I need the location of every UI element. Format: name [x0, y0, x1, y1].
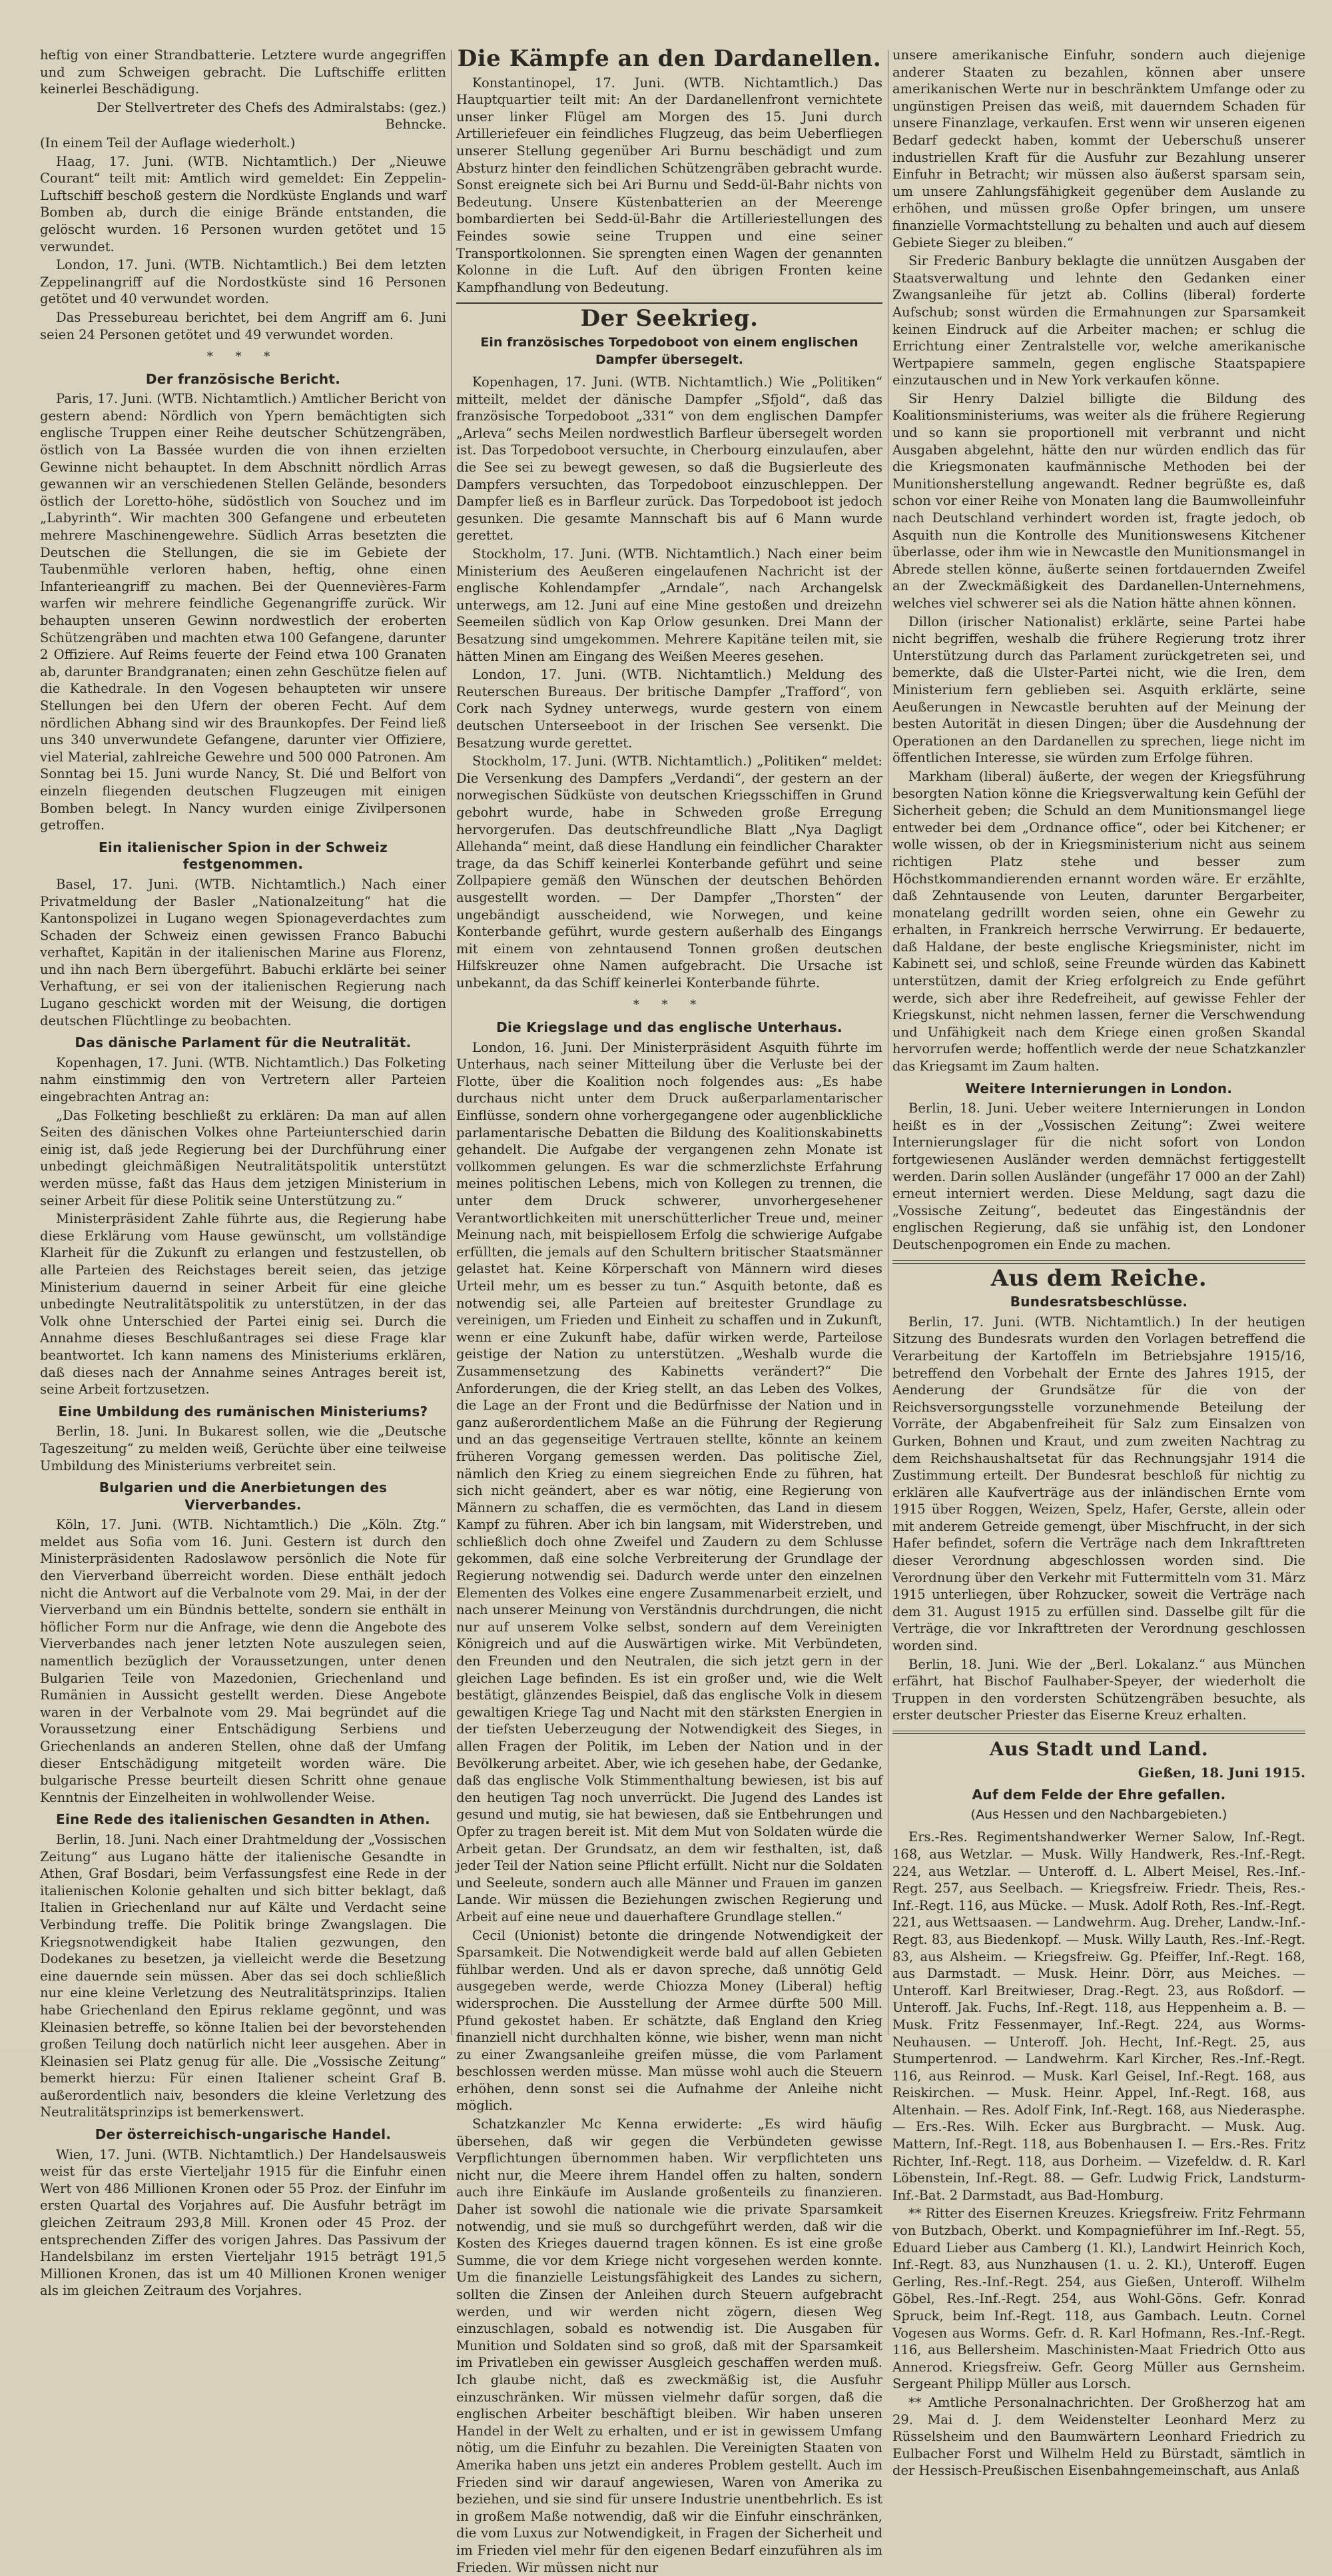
article-text: Paris, 17. Juni. (WTB. Nichtamtlich.) Amtlicher Bericht von gestern abend: Nördlich von Ypern bemächtigten sich englische Truppen einer Reihe deutscher Schützengräben, östlich von La Bassée wurden die von ihnen erzielten Gewinne nicht behauptet. In dem Abschnitt nördlich Arras gewannen wir an verschiedenen Stellen Gelände, besonders östlich der Loretto-höhe, südöstlich von Souchez und im „Labyrinth“. Wir machten 300 Gefangene und erbeuteten mehrere Maschinengewehre. Südlich Arras besetzten die Deutschen die Stellungen, die sie im Gebiete der Taubenmühle verloren haben, heftig, ohne einen Infanterieangriff zu machen. Bei der Quennevières-Farm warfen wir mehrere feindliche Gegenangriffe zurück. Wir behaupten unseren Gewinn nordwestlich der eroberten Schützengräben und machten etwa 100 Gefangene, darunter 2 Offiziere. Auf Reims feuerte der Feind etwa 100 Granaten ab, darunter Brandgranaten; einen zehn Geschütze fielen auf die Kathedrale. In den Vogesen behaupteten wir unsere Stellungen bei den Ufern der oberen Fecht. Auf dem nördlichen Abhang sind wir des Braunkopfes. Der Feind ließ uns 340 unverwundete Gefangene, darunter vier Offiziere, viel Material, zahlreiche Gewehre und 500 000 Patronen. Am Sonntag bei 15. Juni wurde Nancy, St. Dié und Belfort von einzeln fliegenden deutschen Flugzeugen mit einigen Bomben belegt. In Nancy wurden einige Zivilpersonen getroffen.: [40, 391, 446, 833]
article-text: heftig von einer Strandbatterie. Letztere wurde angegriffen und zum Schweigen gebracht. Die Luftschiffe erlitten keinerlei Beschädigung.: [40, 47, 446, 97]
section-heading: Ein italienischer Spion in der Schweiz festgenommen.: [98, 839, 388, 873]
article-text: Berlin, 17. Juni. (WTB. Nichtamtlich.) In der heutigen Sitzung des Bundesrats wurden den Vorlagen betreffend die Verarbeitung der Kartoffeln im Betriebsjahre 1915/16, betreffend den Vorbehalt der Ernte des Jahres 1915, der Aenderung der Grundsätze für die von der Reichsversorgungsstelle vorzunehmende Beteilung der Vorräte, der Abgabenfreiheit für Salz zum Einsalzen von Gurken, Bohnen und Kraut, und zum zweiten Nachtrag zu dem Reichshaushaltsetat für das Rechnungsjahr 1914 die Zustimmung erteilt. Der Bundesrat beschloß für nichtig zu erklären alle Kaufverträge aus der inländischen Ernte vom 1915 über Roggen, Weizen, Spelz, Hafer, Gerste, allein oder mit anderem Getreide gemengt, über Mischfrucht, in der sich Hafer befindet, sofern die Verträge nach dem Inkrafttreten dieser Verordnung abgeschlossen worden sind. Die Verordnung über den Verkehr mit Futtermitteln vom 31. März 1915 unterliegen, über Rohzucker, soweit die Verträge nach dem 31. August 1915 zu erfüllen sind. Dasselbe gilt für die Verträge, die vor Inkrafttreten der Verordnung geschlossen worden sind.: [892, 1314, 1305, 1654]
article-text: Ministerpräsident Zahle führte aus, die Regierung habe diese Erklärung vom Hause gewünscht, um vollständige Klarheit für die Zukunft zu erlangen und festzustellen, ob alle Parteien des Reichstages bereit seien, das jetzige Ministerium dauernd in seiner Arbeit für eine gleiche unbedingte Neutralitätspolitik zu unterstützen, in der das Volk ohne Unterschied der Partei einig sei. Durch die Annahme dieses Beschlußantrages sei diese Frage klar beantwortet. Ich kann namens des Ministeriums erklären, daß dieses nach der Annahme seines Antrages bereit ist, seine Arbeit fortzusetzen.: [40, 1211, 446, 1398]
section-heading: Auf dem Felde der Ehre gefallen.: [972, 1787, 1226, 1803]
article-text: Das Pressebureau berichtet, bei dem Angriff am 6. Juni seien 24 Personen getötet und 49 verwundet worden.: [40, 309, 446, 342]
article-text: Cecil (Unionist) betonte die dringende Notwendigkeit der Sparsamkeit. Die Notwendigkeit werde bald auf allen Gebieten fühlbar werden. Und als er davon spreche, daß unnötig Geld ausgegeben werde, werde Chiozza Money (Liberal) heftig widersprochen. Die Ausstellung der Armee dürfte 500 Mill. Pfund gekostet haben. Er schätzte, daß England den Krieg finanziell nicht durchhalten könne, wie bisher, wenn man nicht zu einer Zwangsanleihe greifen müsse, die vom Parlament beschlossen werden müsse. Man müsse wohl auch die Steuern erhöhen, denn sonst sei die Aufnahme der Anleihe nicht möglich.: [456, 1927, 882, 2114]
article-text: London, 17. Juni. (WTB. Nichtamtlich.) Meldung des Reuterschen Bureaus. Der britische Dampfer „Trafford“, von Cork nach Sydney unterwegs, wurde gestern von einem deutschen Unterseeboot in der Irischen See versenkt. Die Besatzung wurde gerettet.: [456, 667, 882, 751]
article-text: unsere amerikanische Einfuhr, sondern auch diejenige anderer Staaten zu bezahlen, können aber unsere amerikanischen Werte nur in beschränktem Umfange oder zu ungünstigen Preisen das weiß, mit dauerndem Schaden für unsere Finanzlage, verkaufen. Erst wenn wir unseren eigenen Bedarf gedeckt haben, kommt der Ueberschuß unserer industriellen Kraft für die Ausfuhr zur Bezahlung unserer Einfuhr in Betracht; wir müssen also äußerst sparsam sein, um unsere Zahlungsfähigkeit gegenüber dem Auslande zu erhöhen, und müssen große Opfer bringen, um unsere finanzielle Vormachtstellung zu behalten und auch auf diesem Gebiete Sieger zu bleiben.“: [892, 47, 1305, 250]
article-title: Der Seekrieg.: [580, 305, 759, 332]
article-title: Aus Stadt und Land.: [989, 1738, 1209, 1760]
article-text: Berlin, 18. Juni. Wie der „Berl. Lokalanz.“ aus München erfährt, hat Bischof Faulhaber-Speyer, der wiederholt die Truppen in den vordersten Schützengräben besuchte, als erster deutscher Priester das Eiserne Kreuz erhalten.: [892, 1656, 1305, 1723]
article-text: Sir Henry Dalziel billigte die Bildung des Koalitionsministeriums, was weiter als die frühere Regierung und so kann sie proportionell mit verbrannt und nicht Ausgaben abgelehnt, hätte den nur würden endlich das für die Kriegsmonaten kaufmännische Methoden bei der Munitionsherstellung angewandt. Redner begrüßte es, daß schon vor einer Reihe von Monaten lang die Baumwolleinfuhr nach Deutschland verhindert worden ist, fragte jedoch, ob Asquith nun die Kontrolle des Munitionswesens Kitchener überlasse, oder ihm wie in Newcastle den Munitionsmangel in Abrede stellen könne, äußerte seinen fortdauernden Zweifel an der Zweckmäßigkeit des Dardanellen-Unternehmens, welches viel schwerer sei als die Nation hätte ahnen können.: [892, 390, 1305, 611]
article-text: ** Amtliche Personalnachrichten. Der Großherzog hat am 29. Mai d. J. dem Weidenstelter Leonhard Merz zu Rüsselsheim und den Baumwärtern Leonhard Friedrich zu Eulbacher Forst und Wilhelm Held zu Bürstadt, sämtlich in der Hessisch-Preußischen Eisenbahngemeinschaft, aus Anlaß: [892, 2394, 1305, 2479]
note: (In einem Teil der Auflage wiederholt.): [40, 135, 296, 151]
article-text: ** Ritter des Eisernen Kreuzes. Kriegsfreiw. Fritz Fehrmann von Butzbach, Oberkt. und Kompagnieführer im Inf.-Regt. 55, Eduard Lieber aus Camberg (1. Kl.), Landwirt Heinrich Koch, Inf.-Regt. 83, aus Nunzhausen (1. u. 2. Kl.), Unteroff. Eugen Gerling, Res.-Inf.-Regt. 254, aus Gießen, Unteroff. Wilhelm Göbel, Res.-Inf.-Regt. 254, aus Wohl-Göns. Gefr. Konrad Spruck, beim Inf.-Regt. 118, aus Gambach. Leutn. Cornel Vogesen aus Worms. Gefr. d. R. Karl Hofmann, Res.-Inf.-Regt. 116, aus Bellersheim. Maschinisten-Maat Friedrich Otto aus Annerod. Kriegsfreiw. Gefr. Georg Müller aus Gernsheim. Sergeant Philipp Müller aus Lorsch.: [892, 2206, 1305, 2392]
article-text: Konstantinopel, 17. Juni. (WTB. Nichtamtlich.) Das Hauptquartier teilt mit: An der Dardanellenfront vernichtete unser linker Flügel am Morgen des 15. Juni durch Artilleriefeuer ein feindliches Flugzeug, das beim Ueberfliegen unserer Stellung gegenüber Ari Burnu beschädigt und zum Absturz hinter den feindlichen Schützengräben gebracht wurde. Sonst ereignete sich bei Ari Burnu und Sedd-ül-Bahr nichts von Bedeutung. Unsere Küstenbatterien an der Meerenge bombardierten bei Sedd-ül-Bahr die Artilleriestellungen des Feindes sowie seine Truppen und eine seiner Transportkolonnen. Sie sprengten einen Wagen der genannten Kolonne in die Luft. Auf den übrigen Fronten keine Kampfhandlung von Bedeutung.: [456, 75, 882, 295]
article-title: Aus dem Reiche.: [990, 1264, 1207, 1292]
section-heading: Eine Umbildung des rumänischen Ministeriums?: [58, 1403, 428, 1420]
section-heading: Der französische Bericht.: [145, 370, 341, 387]
article-deck: Ein französisches Torpedoboot von einem englischen Dampfer übersegelt.: [480, 334, 858, 367]
article-text: London, 17. Juni. (WTB. Nichtamtlich.) Bei dem letzten Zeppelinangriff auf die Nordostküste sind 16 Personen getötet und 40 verwundet worden.: [40, 257, 446, 307]
article-text: Dillon (irischer Nationalist) erklärte, seine Partei habe nicht begriffen, weshalb die frühere Regierung trotz ihrer Unterstützung durch das Parlament zurückgetreten sei, und bemerkte, daß die Ulster-Partei nicht, wie die Iren, dem Ministerium fern geblieben sei. Asquith erklärte, seine Aeußerungen in Newcastle beruhten auf der Meinung der besten Autorität in diesen Dingen; über die Ausdehnung der Operationen an den Dardanellen zu sprechen, liege nicht im öffentlichen Interesse, sie würden zum Erfolge führen.: [892, 614, 1305, 766]
article-text: „Das Folketing beschließt zu erklären: Da man auf allen Seiten des dänischen Volkes ohne Parteiunterschied darin einig ist, daß jede Regierung bei der Durchführung einer unbedingt gleichmäßigen Neutralitätspolitik unterstützt werden müsse, faßt das Haus dem jetzigen Ministerium in seiner Arbeit für diese Politik seine Unterstützung zu.“: [40, 1107, 446, 1208]
section-heading: Die Kriegslage und das englische Unterhaus.: [496, 1019, 842, 1036]
section-heading: Eine Rede des italienischen Gesandten in Athen.: [56, 1811, 430, 1828]
column-divider: [451, 50, 452, 2035]
column-left: [40, 47, 446, 2299]
article-text: Ers.-Res. Regimentshandwerker Werner Salow, Inf.-Regt. 168, aus Wetzlar. — Musk. Willy Handwerk, Res.-Inf.-Regt. 224, aus Wetzlar. — Unteroff. d. L. Albert Meisel, Res.-Inf.-Regt. 257, aus Seelbach. — Kriegsfreiw. Friedr. Theis, Res.-Inf.-Regt. 116, aus Mücke. — Musk. Adolf Roth, Res.-Inf.-Regt. 221, aus Wettsaasen. — Landwehrm. Aug. Dreher, Landw.-Inf.-Regt. 83, aus Biedenkopf. — Musk. Willy Lauth, Res.-Inf.-Regt. 83, aus Alsheim. — Kriegsfreiw. Gg. Pfeiffer, Inf.-Regt. 168, aus Darmstadt. — Musk. Heinr. Dörr, aus Meiches. — Unteroff. Karl Breitwieser, Drag.-Regt. 23, aus Roßdorf. — Unteroff. Jak. Fuchs, Inf.-Regt. 118, aus Heppenheim a. B. — Musk. Fritz Fessenmayer, Inf.-Regt. 224, aus Worms-Neuhausen. — Unteroff. Joh. Hecht, Inf.-Regt. 25, aus Stumpertenrod. — Landwehrm. Karl Kircher, Res.-Inf.-Regt. 116, aus Reinrod. — Musk. Karl Geisel, Inf.-Regt. 168, aus Reiskirchen. — Musk. Heinr. Appel, Inf.-Regt. 168, aus Altenhain. — Res. Adolf Fink, Inf.-Regt. 168, aus Niederasphe. — Ers.-Res. Wilh. Ecker aus Burgbracht. — Musk. Aug. Mattern, Inf.-Regt. 118, aus Bobenhausen I. — Ers.-Res. Fritz Richter, Inf.-Regt. 118, aus Dorheim. — Vizefeldw. d. R. Karl Löbenstein, Inf.-Regt. 88. — Gefr. Ludwig Frick, Landsturm-Inf.-Bat. 2 Darmstadt, aus Bad-Homburg.: [892, 1829, 1305, 2203]
dateline: Gießen, 18. Juni 1915.: [1138, 1764, 1305, 1781]
section-subheading: (Aus Hessen und den Nachbargebieten.): [970, 1807, 1227, 1822]
article-text: Sir Frederic Banbury beklagte die unnützen Ausgaben der Staatsverwaltung und lehnte den Gedanken einer Zwangsanleihe für jetzt ab. Collins (liberal) forderte Aufschub; sonst würden die Ermahnungen zur Sparsamkeit keinen Eindruck auf die Arbeiter machen; er schlug die Errichtung einer Zentralstelle vor, welche amerikanische Wertpapiere sammeln, gegen englische Staatspapiere einzutauschen und in New York verkaufen könne.: [892, 253, 1305, 388]
article-text: Stockholm, 17. Juni. (WTB. Nichtamtlich.) Nach einer beim Ministerium des Aeußeren eingelaufenen Nachricht ist der englische Kohlendampfer „Arndale“, nach Archangelsk unterwegs, am 12. Juni auf eine Mine gestoßen und dreizehn Seemeilen südlich von Kap Orlow gesunken. Drei Mann der Besatzung sind umgekommen. Mehrere Kapitäne teilen mit, sie hätten Minen am Eingang des Weißen Meeres gesehen.: [456, 546, 882, 664]
rule: [892, 1260, 1305, 1264]
article-text: Köln, 17. Juni. (WTB. Nichtamtlich.) Die „Köln. Ztg.“ meldet aus Sofia vom 16. Juni. Gestern ist durch den Ministerpräsidenten Radoslawow persönlich die Note für den Vierverband überreicht worden. Diese enthält jedoch nicht die Antwort auf die Verbalnote vom 29. Mai, in der der Vierverband um ein Bündnis bettelte, sondern sie enthält in höflicher Form nur die Anfrage, wie denn die Angebote des Vierverbandes nach jener letzten Note auszulegen seien, namentlich bezüglich der Voraussetzungen, unter denen Bulgarien Teile von Mazedonien, Griechenland und Rumänien in Aussicht gestellt werden. Diese Angebote waren in der Verbalnote vom 29. Mai begründet auf die Voraussetzung einer Entschädigung Serbiens und Griechenlands an anderen Stellen, ohne daß der Umfang dieser Entschädigung mitgeteilt worden wäre. Die bulgarische Presse beurteilt diesen Schritt ohne genaue Kenntnis der Einzelheiten in wohlwollender Weise.: [40, 1517, 446, 1805]
section-heading: Der österreichisch-ungarische Handel.: [95, 2126, 392, 2143]
section-divider: * * *: [206, 350, 280, 364]
article-text: Berlin, 18. Juni. Ueber weitere Internierungen in London heißt es in der „Vossischen Zeitung“: Zwei weitere Internierungslager für die nicht sofort von London fortgewiesenen Ausländer werden demnächst fertiggestellt werden. Darin sollen Ausländer (ungefähr 17 000 an der Zahl) erneut interniert werden. Diese Meldung, sagt dazu die „Vossische Zeitung“, bedeutet das Eingeständnis der englischen Regierung, daß sie unfähig ist, den Londoner Deutschenpogromen ein Ende zu machen.: [892, 1100, 1305, 1252]
article-text: Basel, 17. Juni. (WTB. Nichtamtlich.) Nach einer Privatmeldung der Basler „Nationalzeitung“ hat die Kantonspolizei in Lugano wegen Spionageverdachtes zum Schaden der Schweiz einen gewissen Franco Babuchi verhaftet, Kapitän in der italienischen Marine aus Florenz, und ihn nach Bern übergeführt. Babuchi erklärte bei seiner Verhaftung, er sei von der italienischen Regierung nach Lugano geschickt worden mit der Weisung, die dortigen deutschen Flüchtlinge zu beobachten.: [40, 876, 446, 1029]
article-text: Haag, 17. Juni. (WTB. Nichtamtlich.) Der „Nieuwe Courant“ teilt mit: Amtlich wird gemeldet: Ein Zeppelin-Luftschiff beschoß gestern die Nordküste Englands und warf Bomben ab, durch die einige Brände entstanden, die gelöscht wurden. 16 Personen wurden getötet und 15 verwundet.: [40, 153, 446, 254]
article-text: Stockholm, 17. Juni. (WTB. Nichtamtlich.) „Politiken“ meldet: Die Versenkung des Dampfers „Verdandi“, der gestern an der norwegischen Südküste von deutschen Kriegsschiffen in Grund gebohrt wurde, habe in Schweden große Erregung hervorgerufen. Das deutschfreundliche Blatt „Nya Dagligt Allehanda“ meint, daß diese Handlung ein feindlicher Charakter trage, da das Schiff keinerlei Konterbande geführt und seine Zollpapiere gemäß den Wünschen der deutschen Behörden ausgestellt worden. — Der Dampfer „Thorsten“ der ungebändigt ausscheidend, wie Norwegen, und keine Konterbande geführt, wurde gestern außerhalb des Eingangs mit einem von zehntausend Tonnen großen deutschen Hilfskreuzer ohne Namen aufgebracht. Die Ursache ist unbekannt, da das Schiff keinerlei Konterbande führte.: [456, 753, 882, 991]
rule: [892, 1731, 1305, 1734]
article-text: Berlin, 18. Juni. Nach einer Drahtmeldung der „Vossischen Zeitung“ aus Lugano hätte der italienische Gesandte in Athen, Graf Bosdari, beim Verfassungsfest eine Rede in der italienischen Kolonie gehalten und sich bitter beklagt, daß Italien in Griechenland nur auf Kälte und Verdacht seine Verbindung treffe. Die Politik bringe Zwangslagen. Die Kriegsnotwendigkeit habe Italien gezwungen, den Dodekanes zu besetzen, ja vielleicht werde die Besetzung eine dauernde sein müssen. Aber das sei doch schließlich nur eine kleine Verletzung des Neutralitätsprinzips. Italien habe Griechenland den Epirus reklame gegönnt, und was Kleinasien betreffe, so könne Italien bei der bevorstehenden großen Teilung doch natürlich nicht leer ausgehen. Aber in Kleinasien sei Platz genug für alle. Die „Vossische Zeitung“ bemerkt hierzu: Für einen Italiener scheint Graf B. außerordentlich naiv, besonders die kleine Verletzung des Neutralitätsprinzips ist bemerkenswert.: [40, 1831, 446, 2120]
section-heading: Das dänische Parlament für die Neutralität.: [75, 1035, 412, 1051]
column-right: [892, 47, 1305, 2479]
section-heading: Bundesratsbeschlüsse.: [1010, 1294, 1188, 1310]
article-text: London, 16. Juni. Der Ministerpräsident Asquith führte im Unterhaus, nach seiner Mitteilung über die Verluste bei der Flotte, über die Koalition noch folgendes aus: „Es habe durchaus nicht unter dem Druck außerparlamentarischer Einflüsse, sondern ohne vorhergegangene oder augenblickliche parlamentarische Debatten die Bildung des Koalitionskabinetts gehandelt. Die Aufgabe der vergangenen zehn Monate ist vollkommen gelungen. Es war die schmerzlichste Erfahrung meines politischen Lebens, mich von Kollegen zu trennen, die unter dem Druck schwerer, unvorhergesehener Verantwortlichkeiten mit unerschütterlicher Treue und, meiner Meinung nach, mit beispiellosem Erfolg die schwierige Aufgabe erfüllten, die jemals auf den Schultern britischer Staatsmänner gelastet hat. Keine Körperschaft von Männern wird dieses Urteil mehr, um es besser zu tun.“ Asquith betonte, daß es notwendig sei, alle Parteien auf breitester Grundlage zu vereinigen, um Frieden und Einheit zu schaffen und in Zukunft, wenn er eine Zukunft habe, dafür wirken werde, Parteilose geistige der Nation zu unterstützen. „Weshalb wurde die Zusammensetzung des Kabinetts verändert?“ Die Anforderungen, die der Krieg stellt, an das Leben des Volkes, die Lage an der Front und die Bedürfnisse der Nation und in ganz außerordentlichem Maße an die Führung der Regierung und an das gegenseitige Vertrauen stellte, könnte an keinem früheren Vorgang gemessen werden. Das politische Ziel, nämlich den Krieg zu einem siegreichen Ende zu führen, hat sich nicht geändert, aber es war nötig, eine Regierung von Männern zu schaffen, die es vermöchten, das Land in diesem Kampf zu führen. Aber ich bin langsam, mit Widerstreben, und schließlich doch ohne Zweifel und Zaudern zu dem Schlusse gekommen, daß eine solche Verbreiterung der Grundlage der Regierung notwendig sei. Dadurch werde unter den einzelnen Elementen des Volkes eine engere Zusammenarbeit erzielt, und nach unserer Meinung von Verständnis durchdrungen, die nicht nur auf unserem Volke selbst, sondern auf dem Vereinigten Königreich und auf die Auswärtigen wirke. Mit Verbündeten, den Freunden und den Neutralen, die sich jetzt gern in der gleichen Lage befinden. Es ist ein großer und, wie die Welt bestätigt, glänzendes Beispiel, daß das englische Volk in diesem gewaltigen Kriege Tag und Nacht mit den stärksten Energien in der tiefsten Ueberzeugung der Notwendigkeit des Sieges, in allen Fragen der Politik, im Leben der Nation und in der Bevölkerung arbeitet. Aber, wie ich gesehen habe, der Gedanke, daß das englische Volk Stimmenthaltung bewiesen, ist bis auf den heutigen Tag noch unverrückt. Die Jugend des Landes ist gesund und mutig, sie hat bewiesen, daß sie Entbehrungen und Opfer zu tragen bereit ist. Mit dem Mut von Soldaten würde die Arbeit getan. Der Grundsatz, an dem wir festhalten, ist, daß jeder Teil der Nation seine Pflicht erfüllt. Nicht nur die Soldaten und Seeleute, sondern auch alle Männer und Frauen im ganzen Lande. Wir müssen die Beziehungen zwischen Regierung und Arbeit auf eine neue und dauerhaftere Grundlage stellen.“: [456, 1039, 882, 1925]
article-text: Kopenhagen, 17. Juni. (WTB. Nichtamtlich.) Das Folketing nahm einstimmig den von Vertretern aller Parteien eingebrachten Antrag an:: [40, 1055, 446, 1105]
section-heading: Weitere Internierungen in London.: [965, 1080, 1233, 1096]
section-heading: Bulgarien und die Anerbietungen des Vierverbandes.: [99, 1480, 388, 1513]
rule: [456, 302, 882, 304]
article-text: Schatzkanzler Mc Kenna erwiderte: „Es wird häufig übersehen, daß wir gegen die Verbündeten gewisse Verpflichtungen übernommen haben. Wir verpflichteten uns nicht nur, die Meere ihrem Handel offen zu halten, sondern auch ihre Einkäufe im Auslande großenteils zu finanzieren. Daher ist sowohl die nationale wie die private Sparsamkeit notwendig, und sie muß so durchgeführt werden, daß wir die Kosten des Krieges dauernd tragen können. Es ist eine große Summe, die vor dem Kriege nicht vorgesehen werden konnte. Um die finanzielle Leistungsfähigkeit des Landes zu sichern, sollten die Zinsen der Anleihen durch Steuern aufgebracht werden, und wir werden nicht zögern, diesen Weg einzuschlagen, sobald es notwendig ist. Die Ausgaben für Munition und Soldaten sind so groß, daß mit der Sparsamkeit im Privatleben ein gewisser Ausgleich geschaffen werden muß. Ich glaube nicht, daß es zweckmäßig ist, die Ausfuhr einzuschränken. Wir müssen vielmehr dafür sorgen, daß die englischen Arbeiter beschäftigt bleiben. Wir haben unseren Handel in der Welt zu erhalten, und er ist in gewissem Umfang nötig, um die Einfuhr zu bezahlen. Die Vereinigten Staaten von Amerika haben uns jetzt ein anderes Problem gestellt. Auch im Frieden sind wir darauf angewiesen, Waren von Amerika zu beziehen, und sie sind für unsere Industrie unentbehrlich. Es ist in großem Maße notwendig, daß wir die Einfuhr einschränken, die vom Luxus zur Notwendigkeit, in Fragen der Sicherheit und im Frieden viel mehr für den eigenen Bedarf einzuführen als im Frieden. Wir müssen nicht nur: [456, 2116, 882, 2575]
article-text: Berlin, 18. Juni. In Bukarest sollen, wie die „Deutsche Tageszeitung“ zu melden weiß, Gerüchte über eine teilweise Umbildung des Ministeriums verbreitet sein.: [40, 1424, 446, 1474]
section-divider: * * *: [633, 998, 706, 1013]
article-title: Die Kämpfe an den Dardanellen.: [457, 45, 882, 72]
column-middle: [456, 45, 882, 2575]
article-text: Kopenhagen, 17. Juni. (WTB. Nichtamtlich.) Wie „Politiken“ mitteilt, meldet der dänische Dampfer „Sfjold“, daß das französische Torpedoboot „331“ von dem englischen Dampfer „Arleva“ sechs Meilen nordwestlich Barfleur übersegelt worden ist. Das Torpedoboot versuchte, in Cherbourg einzulaufen, aber die See sei zu bewegt gewesen, so daß die Bugsierleute des Dampfers versuchten, das Torpedoboot einzuschleppen. Der Dampfer ließ es in Barfleur zurück. Das Torpedoboot ist jedoch gesunken. Die gesamte Mannschaft bis auf 6 Mann wurde gerettet.: [456, 374, 882, 544]
article-text: Markham (liberal) äußerte, der wegen der Kriegsführung besorgten Nation könne die Kriegsverwaltung kein Gefühl der Sicherheit geben; die Schuld an dem Munitionsmangel liege entweder bei dem „Ordnance office“, oder bei Kitchener; er wolle wissen, ob der in Kriegsministerium nicht aus seinem richtigen Platz stehe und besser zum Höchstkommandierenden ernannt worden wäre. Er erzählte, daß Zehntausende von Leuten, darunter Bergarbeiter, monatelang gedrillt worden seien, ohne ein Gewehr zu erhalten, in Frankreich herrsche Verwirrung. Er bedauerte, daß Haldane, der beste englische Kriegsminister, nicht im Kabinett sei, und schloß, seine Freunde würden das Kabinett unterstützen, damit der Krieg erfolgreich zu Ende geführt werde, sich aber ihre Redefreiheit, auf gewisse Fehler der Kriegskunst, nicht nehmen lassen, ferner die Verschwendung und Unfähigkeit nach dem Kriege einen großen Skandal hervorrufen werde; hoffentlich werde der neue Schatzkanzler das Kriegsamt im Zaum halten.: [892, 768, 1305, 1074]
signature: Der Stellvertreter des Chefs des Admiralstabs: (gez.) Behncke.: [96, 99, 446, 133]
article-text: Wien, 17. Juni. (WTB. Nichtamtlich.) Der Handelsausweis weist für das erste Vierteljahr 1915 für die Einfuhr einen Wert von 486 Millionen Kronen oder 55 Proz. der Einfuhr im ersten Quartal des Vorjahres auf. Die Ausfuhr beträgt im gleichen Zeitraum 293,8 Mill. Kronen oder 45 Proz. der entsprechenden Ziffer des vorigen Jahres. Das Passivum der Handelsbilanz im ersten Vierteljahr 1915 beträgt 191,5 Millionen Kronen, das ist um 40 Millionen Kronen weniger als im gleichen Zeitraum des Vorjahres.: [40, 2146, 446, 2299]
